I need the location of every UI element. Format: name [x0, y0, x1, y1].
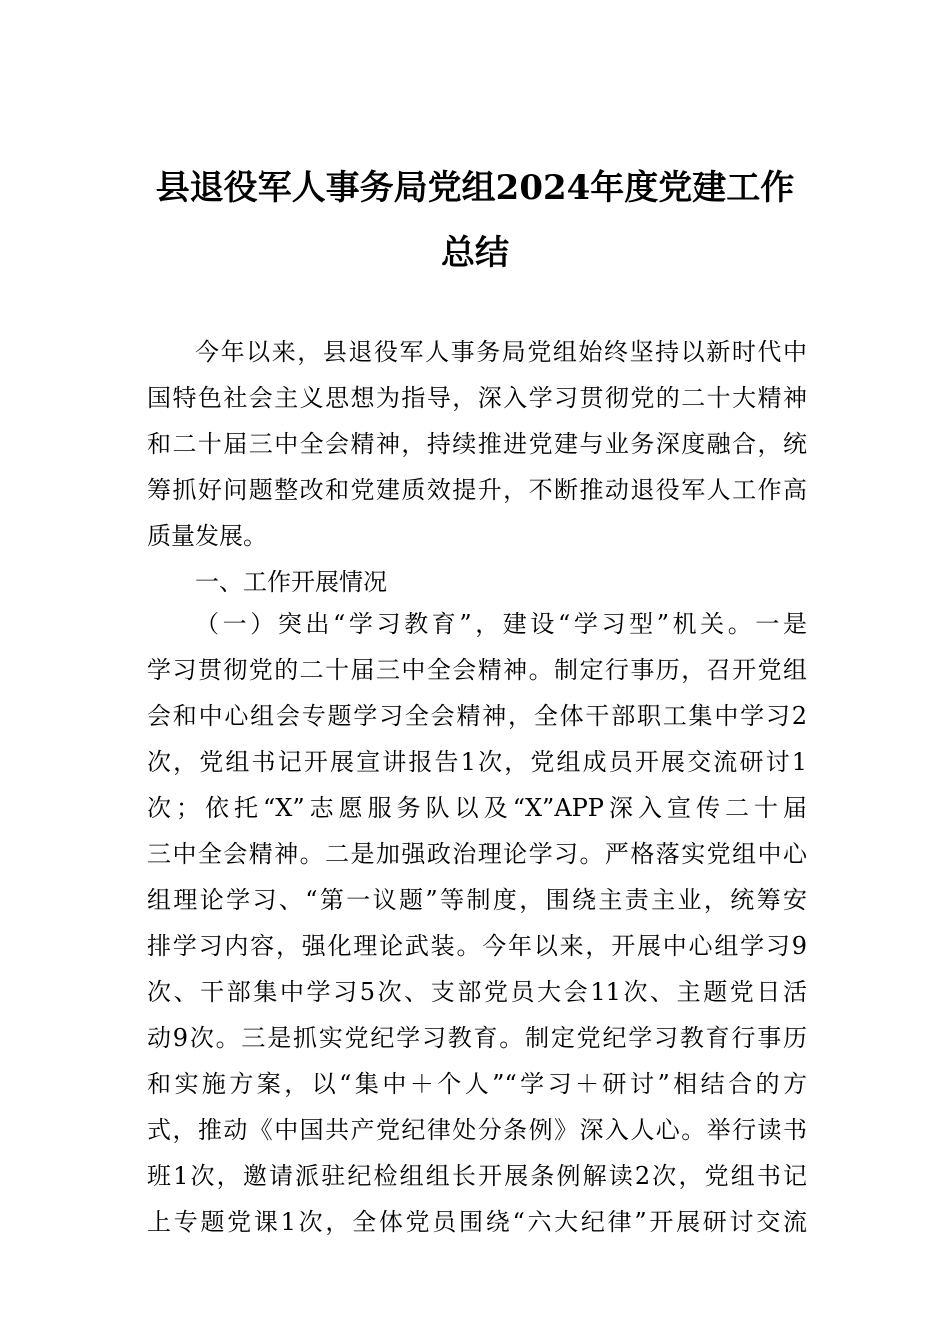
intro-paragraph-line: 国特色社会主义思想为指导，深入学习贯彻党的二十大精神 [147, 384, 807, 412]
section-paragraph-line: 三中全会精神。二是加强政治理论学习。严格落实党组中心 [147, 840, 807, 868]
section-paragraph-line: 上专题党课1次，全体党员围绕“六大纪律”开展研讨交流 [147, 1208, 807, 1236]
document-title-line-1: 县退役军人事务局党组2024年度党建工作 [155, 168, 795, 208]
section-paragraph-line: 次、干部集中学习5次、支部党员大会11次、主题党日活 [147, 978, 807, 1006]
intro-paragraph-line: 和二十届三中全会精神，持续推进党建与业务深度融合，统 [147, 430, 807, 458]
section-paragraph-line: 和实施方案，以“集中＋个人”“学习＋研讨”相结合的方 [147, 1070, 807, 1098]
section-paragraph-line: 学习贯彻党的二十届三中全会精神。制定行事历，召开党组 [147, 656, 807, 684]
document-title-line-2: 总结 [441, 233, 509, 273]
section-paragraph-line: 次，党组书记开展宣讲报告1次，党组成员开展交流研讨1 [147, 748, 807, 776]
section-heading: 一、工作开展情况 [195, 568, 387, 596]
intro-paragraph-line: 今年以来，县退役军人事务局党组始终坚持以新时代中 [195, 338, 807, 366]
section-paragraph-line: 式，推动《中国共产党纪律处分条例》深入人心。举行读书 [147, 1116, 807, 1144]
intro-paragraph-line: 筹抓好问题整改和党建质效提升，不断推动退役军人工作高 [147, 476, 807, 504]
section-paragraph-line: 次；依托“X”志愿服务队以及“X”APP深入宣传二十届 [147, 794, 807, 822]
section-paragraph-line: 班1次，邀请派驻纪检组组长开展条例解读2次，党组书记 [147, 1162, 807, 1190]
section-paragraph-line: （一）突出“学习教育”，建设“学习型”机关。一是 [195, 610, 807, 638]
intro-paragraph-line: 质量发展。 [147, 522, 267, 550]
section-paragraph-line: 排学习内容，强化理论武装。今年以来，开展中心组学习9 [147, 932, 807, 960]
section-paragraph-line: 组理论学习、“第一议题”等制度，围绕主责主业，统筹安 [147, 886, 807, 914]
section-paragraph-line: 会和中心组会专题学习全会精神，全体干部职工集中学习2 [147, 702, 807, 730]
section-paragraph-line: 动9次。三是抓实党纪学习教育。制定党纪学习教育行事历 [147, 1024, 807, 1052]
